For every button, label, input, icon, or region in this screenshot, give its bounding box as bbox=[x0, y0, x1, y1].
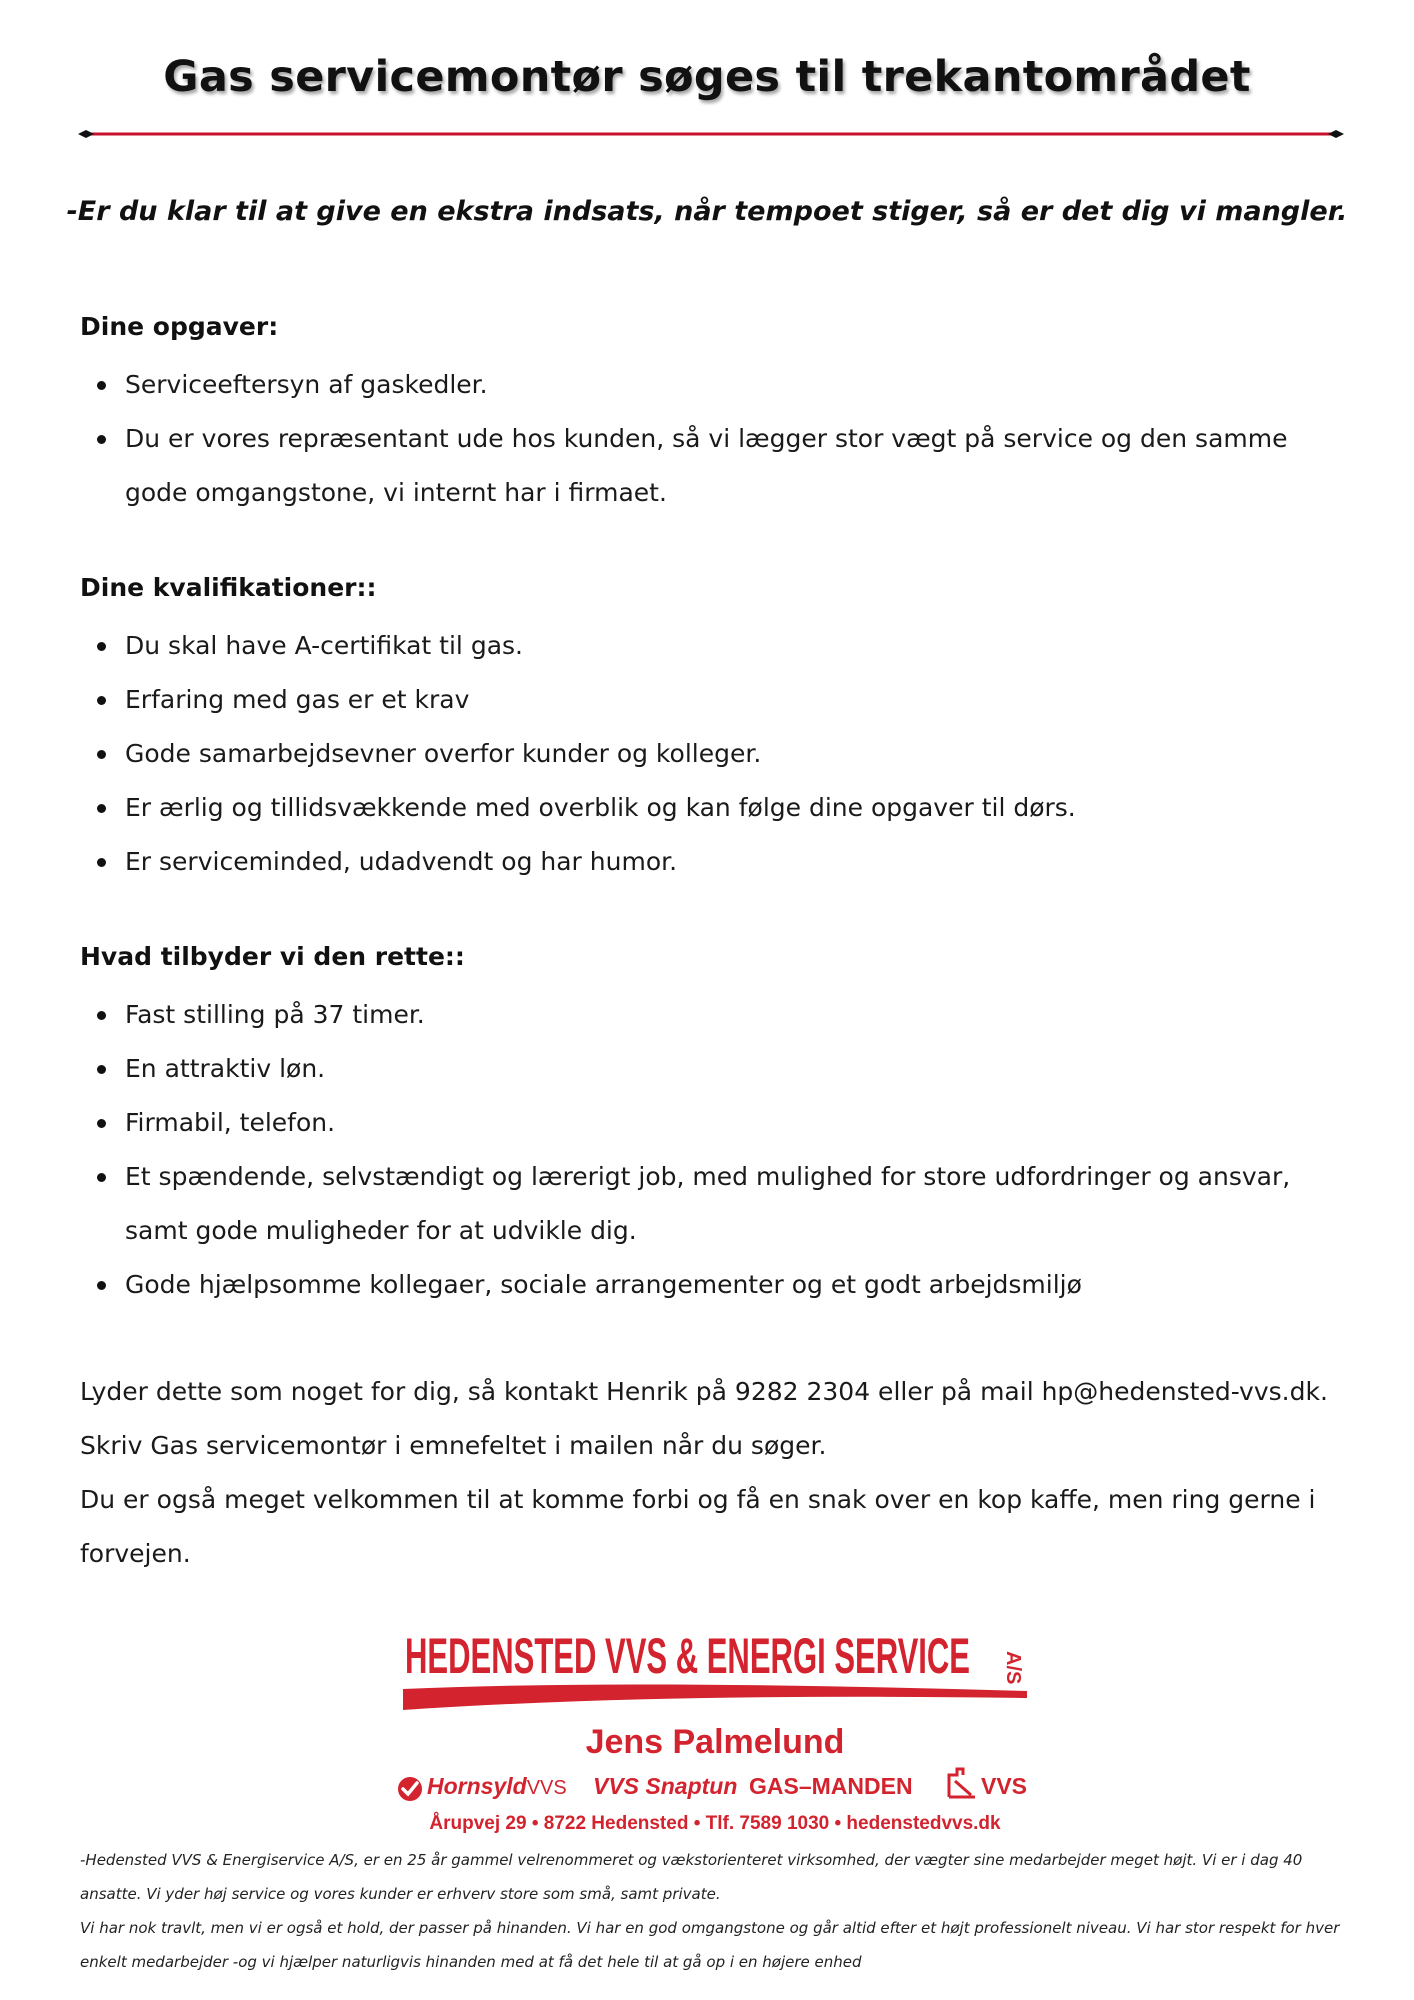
logo-banner bbox=[395, 1615, 1035, 1725]
list-kvalifikationer bbox=[80, 619, 1350, 889]
list-item: Firmabil, telefon. bbox=[80, 1096, 1350, 1150]
brand-row bbox=[397, 1773, 1037, 1809]
footer-paragraph-1: -Hedensted VVS & Energiservice A/S, er en 25 år gammel velrenommeret og vækstorienteret virksomhed, der vægter sine medarbejder meget højt. Vi er i dag 40 ansatte. Vi yder høj service og vores kunder er erhverv store som små, samt private. bbox=[80, 1851, 1303, 1903]
title-divider bbox=[78, 126, 1344, 142]
contact-line-2: Du er også meget velkommen til at komme forbi og få en snak over en kop kaffe, men ring gerne i forvejen. bbox=[80, 1485, 1316, 1568]
contact-paragraph bbox=[80, 1365, 1350, 1581]
section-heading-opgaver: Dine opgaver: bbox=[80, 312, 279, 341]
list-item: Et spændende, selvstændigt og lærerigt job, med mulighed for store udfordringer og ansvar, samt gode muligheder for at udvikle dig. bbox=[80, 1150, 1350, 1258]
list-item: Gode hjælpsomme kollegaer, sociale arrangementer og et godt arbejdsmiljø bbox=[80, 1258, 1350, 1312]
list-item: Serviceeftersyn af gaskedler. bbox=[80, 358, 1350, 412]
logo-company-name: HEDENSTED VVS & ENERGI SERVICE bbox=[405, 1628, 970, 1684]
list-item: Fast stilling på 37 timer. bbox=[80, 988, 1350, 1042]
list-item: Erfaring med gas er et krav bbox=[80, 673, 1350, 727]
list-item: Du er vores repræsentant ude hos kunden, så vi lægger stor vægt på service og den samme gode omgangstone, vi internt har i firmaet. bbox=[80, 412, 1350, 520]
tagline: -Er du klar til at give en ekstra indsats, når tempoet stiger, så er det dig vi mangler. bbox=[66, 196, 1348, 227]
list-item: Er ærlig og tillidsvækkende med overblik og kan følge dine opgaver til dørs. bbox=[80, 781, 1350, 835]
checkmark-icon bbox=[397, 1776, 423, 1802]
section-heading-tilbyder: Hvad tilbyder vi den rette:: bbox=[80, 942, 465, 971]
list-opgaver bbox=[80, 358, 1350, 520]
brand-vvs: VVS bbox=[981, 1773, 1028, 1799]
list-item: Du skal have A-certifikat til gas. bbox=[80, 619, 1350, 673]
list-tilbyder bbox=[80, 988, 1350, 1312]
brand-gasmanden: GAS–MANDEN bbox=[749, 1773, 913, 1799]
page-title: Gas servicemontør søges til trekantområdet bbox=[163, 52, 1251, 102]
contact-line-1: Lyder dette som noget for dig, så kontakt Henrik på 9282 2304 eller på mail hp@hedensted-vvs.dk. Skriv Gas servicemontør i emnefeltet i mailen når du søger. bbox=[80, 1377, 1328, 1460]
list-item: Er serviceminded, udadvendt og har humor. bbox=[80, 835, 1350, 889]
company-logo bbox=[395, 1615, 1035, 1835]
logo-contact-person: Jens Palmelund bbox=[585, 1723, 845, 1761]
section-heading-kvalifikationer: Dine kvalifikationer:: bbox=[80, 573, 377, 602]
brand-hornsyld: HornsyldVVS bbox=[427, 1773, 567, 1799]
brand-snaptun: VVS Snaptun bbox=[593, 1773, 738, 1799]
footer-paragraph-2: Vi har nok travlt, men vi er også et hold, der passer på hinanden. Vi har en god omgangstone og går altid efter et højt professionelt niveau. Vi har stor respekt for hver enkelt medarbejder -og vi hjælper naturligvis hinanden med at få det hele til at gå op i en højere enhed bbox=[80, 1919, 1340, 1971]
company-description bbox=[80, 1843, 1350, 1979]
list-item: Gode samarbejdsevner overfor kunder og kolleger. bbox=[80, 727, 1350, 781]
vvs-emblem-icon bbox=[945, 1767, 981, 1801]
logo-address: Årupvej 29 • 8722 Hedensted • Tlf. 7589 1030 • hedenstedvvs.dk bbox=[429, 1813, 1001, 1834]
list-item: En attraktiv løn. bbox=[80, 1042, 1350, 1096]
logo-company-suffix: A/S bbox=[1002, 1651, 1024, 1685]
